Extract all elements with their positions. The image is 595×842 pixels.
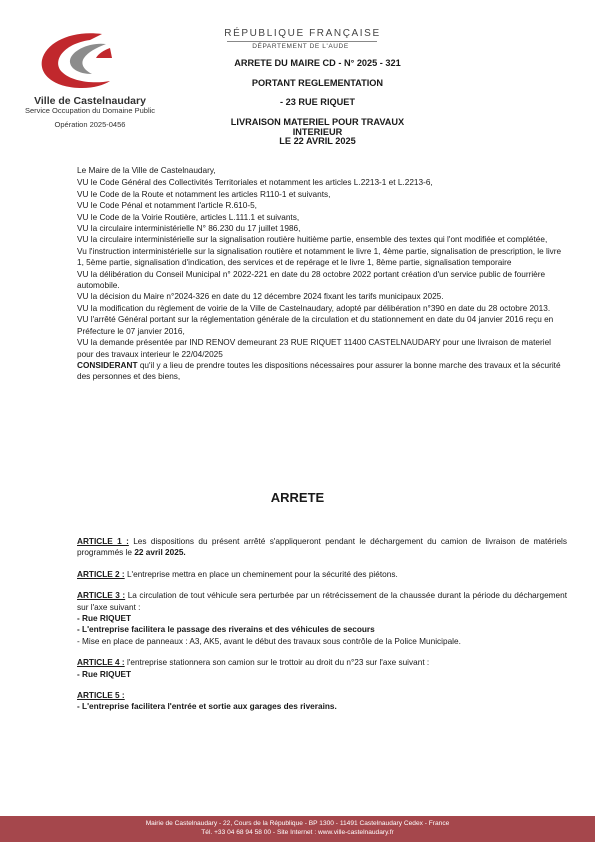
- header-divider: [227, 41, 377, 42]
- preamble-item: VU l'arrêté Général portant sur la réglementation générale de la circulation et du stationnement en date du 04 janvier 2016 reçu en Préfecture le 07 janvier 2016,: [77, 315, 554, 336]
- article-3: ARTICLE 3 : La circulation de tout véhicule sera perturbée par un rétrécissement de la chaussée durant la période du déchargement sur l'axe suivant : - Rue RIQUET - L'entreprise facilitera le passage des riverains et des véhicules de secours - Mise en place de panneaux : A3, AK5, avant le début des travaux sous contrôle de la Police Municipale.: [77, 591, 568, 646]
- preamble-item: CONSIDERANT qu'il y a lieu de prendre toutes les dispositions nécessaires pour assurer la bonne marche des travaux et la sécurité des personnes et des biens,: [77, 360, 561, 382]
- preamble-item: VU le Code de la Route et notamment les articles R110-1 et suivants,: [77, 189, 331, 199]
- article-5-text: - L'entreprise facilitera l'entrée et sortie aux garages des riverains.: [77, 702, 337, 712]
- article-4: ARTICLE 4 : l'entreprise stationnera son camion sur le trottoir au droit du n°23 sur l'axe suivant : - Rue RIQUET: [77, 657, 567, 680]
- org-block: [20, 96, 160, 129]
- article-3-bold-line: - L'entreprise facilitera le passage des riverains et des véhicules de secours: [77, 625, 375, 635]
- preamble-item: VU la modification du règlement de voirie de la Ville de Castelnaudary, adopté par délibération n°390 en date du 28 octobre 2013.: [77, 303, 551, 313]
- arrete-heading: ARRETE: [270, 490, 325, 505]
- preamble-item: VU la demande présentée par IND RENOV demeurant 23 RUE RIQUET 11400 CASTELNAUDARY pour une livraison de materiel pour des travaux interieur le 22/04/2025: [77, 338, 552, 359]
- article-label: ARTICLE 1 :: [77, 537, 129, 546]
- footer-contact: Tél. +33 04 68 94 58 00 - Site Internet : www.ville-castelnaudary.fr: [201, 829, 394, 836]
- article-label: ARTICLE 4 :: [77, 658, 125, 668]
- article-3-street: - Rue RIQUET: [77, 614, 132, 624]
- article-1: ARTICLE 1 : Les dispositions du présent arrêté s'appliqueront pendant le déchargement du camion de livraison de matériels programmés le 22 avril 2025.: [77, 537, 567, 558]
- article-label: ARTICLE 3 :: [77, 591, 126, 601]
- title-line-2: PORTANT REGLEMENTATION: [251, 77, 384, 88]
- title-line-3: - 23 RUE RIQUET: [279, 97, 356, 107]
- preamble-item: VU la délibération du Conseil Municipal n° 2022-221 en date du 28 octobre 2022 portant création d'un service public de fourrière automobile.: [77, 269, 546, 291]
- departement-label: DÉPARTEMENT DE L'AUDE: [252, 43, 349, 50]
- preamble: [77, 165, 567, 383]
- article-label: ARTICLE 2 :: [77, 569, 125, 579]
- title-line-5: LE 22 AVRIL 2025: [279, 136, 356, 146]
- decree-title: [210, 58, 425, 156]
- org-service: Service Occupation du Domaine Public: [24, 106, 156, 116]
- preamble-item: VU le Code Général des Collectivités Territoriales et notamment les articles L.2213-1 et L.2213-6,: [77, 178, 433, 188]
- republique-header: [0, 28, 595, 50]
- operation-number: Opération 2025-0456: [54, 119, 126, 129]
- preamble-item: VU le Code de la Voirie Routière, articles L.111.1 et suivants,: [77, 212, 300, 222]
- preamble-item: VU le Code Pénal et notamment l'article R.610-5,: [77, 201, 257, 211]
- article-5: [77, 690, 567, 713]
- preamble-item: VU la circulaire interministérielle N° 86.230 du 17 juillet 1986,: [77, 224, 301, 234]
- preamble-intro: Le Maire de la Ville de Castelnaudary,: [77, 166, 216, 175]
- republique-label: RÉPUBLIQUE FRANÇAISE: [224, 28, 381, 39]
- preamble-item: Vu l'instruction interministérielle sur la signalisation routière et notamment le livre 1, 4ème partie, signalisation de prescription, le livre 1, 5ème partie, signalisation d'indication, des services et de repérage et le livre 1, 8ème partie, signalisation temporaire: [77, 246, 562, 268]
- preamble-item: VU la circulaire interministérielle sur la signalisation routière huitième partie, ensemble des textes qui l'ont modifiée et complétée,: [77, 235, 548, 245]
- footer-band: [0, 816, 595, 842]
- org-name: Ville de Castelnaudary: [34, 95, 146, 107]
- article-label: ARTICLE 5 :: [77, 691, 125, 701]
- article-2: ARTICLE 2 : L'entreprise mettra en place un cheminement pour la sécurité des piétons.: [77, 569, 398, 579]
- footer-address: Mairie de Castelnaudary - 22, Cours de la République - BP 1300 - 11491 Castelnaudary Cedex - France: [145, 820, 450, 827]
- title-line-1: ARRETE DU MAIRE CD - N° 2025 - 321: [234, 58, 401, 68]
- title-line-4: LIVRAISON MATERIEL POUR TRAVAUX INTERIEUR: [230, 116, 405, 137]
- article-4-street: - Rue RIQUET: [77, 669, 132, 679]
- preamble-item: VU la décision du Maire n°2024-326 en date du 12 décembre 2024 fixant les tarifs municipaux 2025.: [77, 292, 444, 302]
- articles: [77, 536, 567, 723]
